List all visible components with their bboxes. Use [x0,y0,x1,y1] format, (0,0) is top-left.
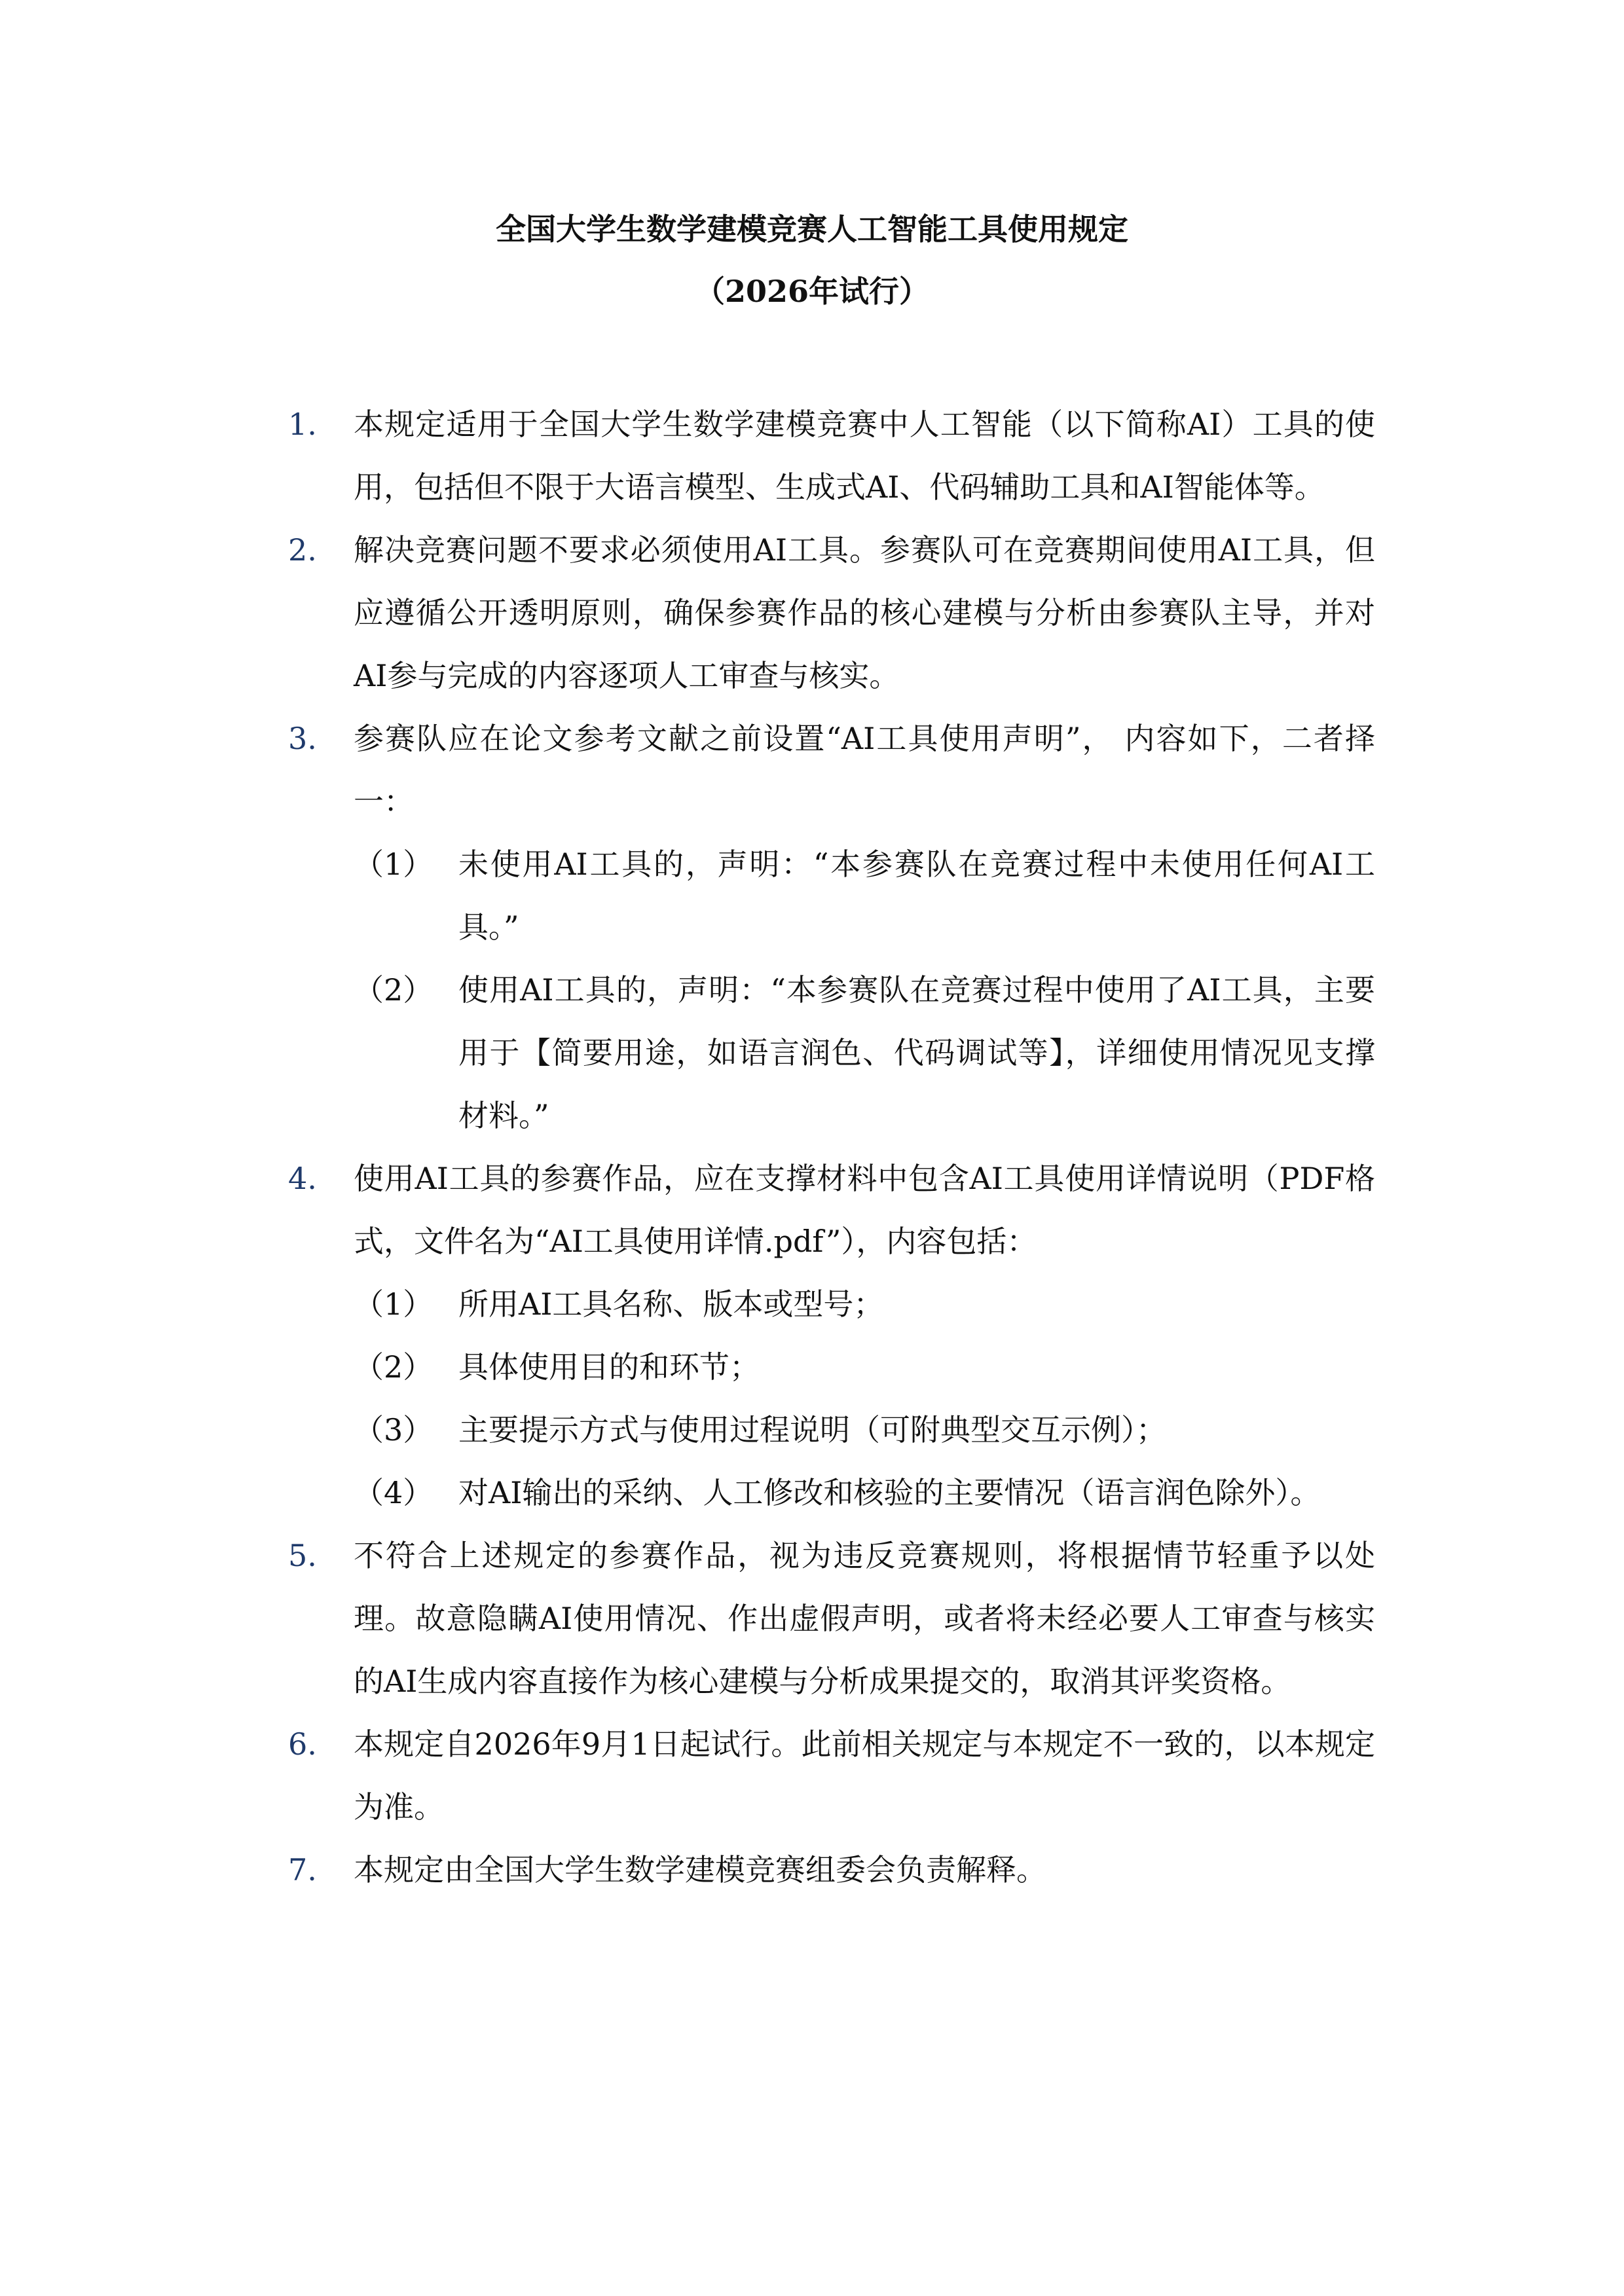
clause-5 [288,1524,1375,1713]
clause-7 [288,1838,1375,1901]
clause-list [288,393,1375,1901]
clause-number: 7. [288,1852,317,1887]
document-title: 全国大学生数学建模竞赛人工智能工具使用规定 [496,211,1128,247]
clause-number: 1. [288,407,317,442]
clause-text: 不符合上述规定的参赛作品，视为违反竞赛规则，将根据情节轻重予以处理。故意隐瞒AI使用情况、作出虚假声明，或者将未经必要人工审查与核实的AI生成内容直接作为核心建模与分析成果提交的，取消其评奖资格。 [354,1538,1375,1699]
subitem-list [354,1273,1375,1524]
clause-text: 本规定适用于全国大学生数学建模竞赛中人工智能（以下简称AI）工具的使用，包括但不限于大语言模型、生成式AI、代码辅助工具和AI智能体等。 [354,407,1375,505]
subitem [354,1273,1375,1336]
clause-number: 4. [288,1161,317,1196]
clause-number: 5. [288,1538,317,1573]
subitem-number: （4） [354,1475,434,1510]
clause-number: 3. [288,721,317,756]
clause-text: 本规定由全国大学生数学建模竞赛组委会负责解释。 [354,1852,1046,1887]
subitem-number: （2） [354,1349,434,1385]
clause-6 [288,1713,1375,1838]
subitem [354,833,1375,958]
subitem-text: 未使用AI工具的，声明：“本参赛队在竞赛过程中未使用任何AI工具。” [458,847,1375,945]
subitem-number: （1） [354,847,434,882]
subitem-number: （3） [354,1412,434,1448]
subitem-text: 具体使用目的和环节； [458,1349,760,1385]
document-subtitle: （2026年试行） [694,274,930,309]
subitem [354,1336,1375,1398]
subitem [354,958,1375,1147]
subitem-text: 主要提示方式与使用过程说明（可附典型交互示例）； [458,1412,1166,1448]
subitem-text: 使用AI工具的，声明：“本参赛队在竞赛过程中使用了AI工具，主要用于【简要用途，如语言润色、代码调试等】，详细使用情况见支撑材料。” [458,972,1375,1133]
clause-text: 使用AI工具的参赛作品，应在支撑材料中包含AI工具使用详情说明（PDF格式，文件名为“AI工具使用详情.pdf”），内容包括： [354,1161,1375,1259]
clause-text: 解决竞赛问题不要求必须使用AI工具。参赛队可在竞赛期间使用AI工具，但应遵循公开透明原则，确保参赛作品的核心建模与分析由参赛队主导，并对AI参与完成的内容逐项人工审查与核实。 [354,532,1375,693]
clause-text: 本规定自2026年9月1日起试行。此前相关规定与本规定不一致的，以本规定为准。 [354,1726,1375,1825]
subitem [354,1461,1375,1524]
clause-2 [288,519,1375,707]
clause-3 [288,707,1375,1147]
clause-1 [288,393,1375,519]
clause-text: 参赛队应在论文参考文献之前设置“AI工具使用声明”， 内容如下，二者择一： [354,721,1375,819]
subitem-text: 对AI输出的采纳、人工修改和核验的主要情况（语言润色除外）。 [458,1475,1321,1510]
subitem-number: （2） [354,972,434,1008]
clause-number: 6. [288,1726,317,1762]
clause-number: 2. [288,532,317,568]
clause-4 [288,1147,1375,1524]
subitem [354,1398,1375,1461]
subitem-list [354,833,1375,1147]
subitem-number: （1） [354,1286,434,1322]
subitem-text: 所用AI工具名称、版本或型号； [458,1286,884,1322]
